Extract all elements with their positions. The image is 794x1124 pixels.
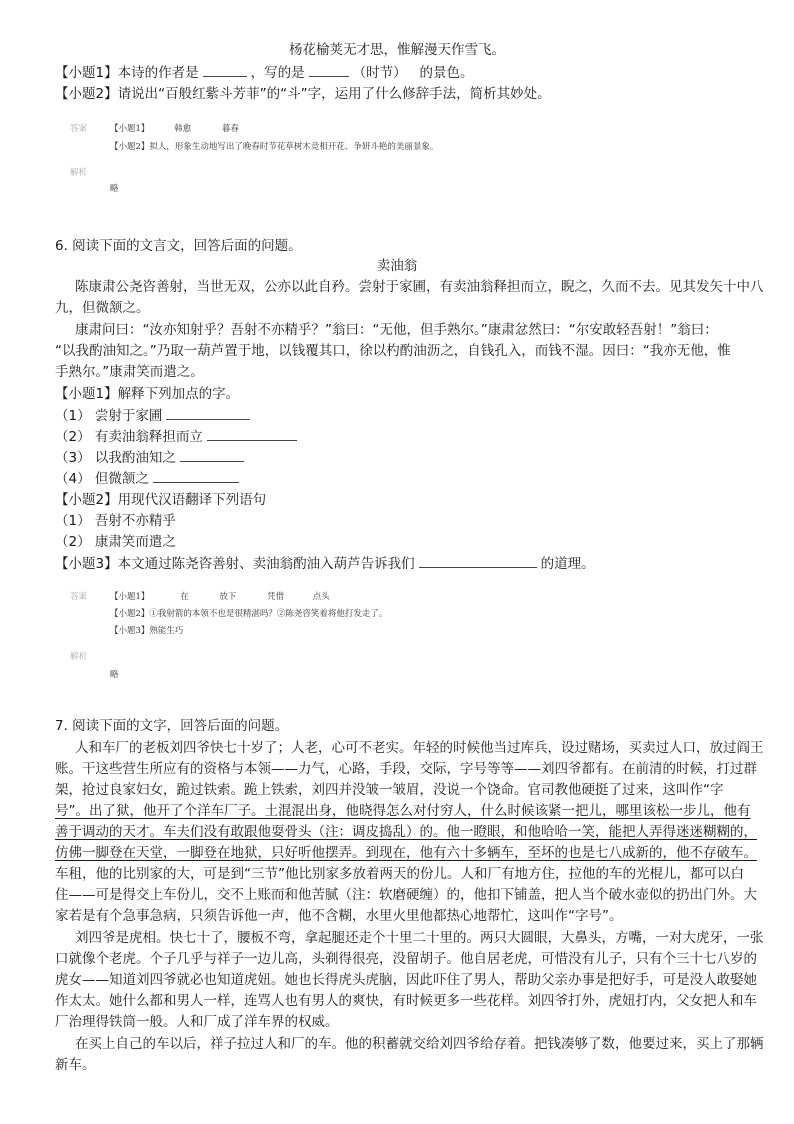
q6-item-1-blank[interactable] — [166, 405, 250, 420]
q6-paragraph-1-line-2: 九，但微颔之。 — [55, 300, 150, 316]
q5-sub1-text-b: ，写的是 — [250, 65, 305, 81]
q5-sub1-text-a: 【小题1】本诗的作者是 — [55, 65, 199, 81]
q7-line: 刘四爷是虎相。快七十了，腰板不弯，拿起腿还走个十里二十里的。两只大圆眼，大鼻头，方嘴，一对大虎牙，一张 — [75, 930, 764, 946]
q6-item-3-blank[interactable] — [180, 447, 244, 462]
q6-translate-2: （2） 康肃笑而遣之 — [55, 534, 176, 550]
q7-line-underlined: 善于调动的天才。车夫们没有敢跟他耍骨头（注：调皮捣乱）的。他一瞪眼，和他哈哈一笑，能把人弄得迷迷糊糊的， — [55, 824, 757, 840]
q7-line: 账。干这些营生所应有的资格与本领——力气，心路，手段，交际，字号等等——刘四爷都有。在前清的时候，打过群 — [55, 761, 757, 777]
q6-item-2-blank[interactable] — [207, 426, 297, 441]
q5-ans1-season: 暮春 — [221, 124, 239, 134]
q6-paragraph-1-line-1: 陈康肃公尧咨善射，当世无双，公亦以此自矜。尝射于家圃，有卖油翁释担而立，睨之，久而不去。见其发矢十中八 — [75, 279, 764, 295]
q6-ans1-label: 【小题1】 — [110, 592, 150, 602]
q7-line: 车租，他的比别家的大，可是到“三节”他比别家多放着两天的份儿。人和厂有地方住，拉他的车的光棍儿，都可以白 — [55, 866, 744, 882]
q5-analysis: 略 — [110, 184, 119, 194]
q6-ans1-v1: 在 — [180, 592, 189, 602]
q5-answer-tag: 答案 — [70, 124, 88, 134]
q6-heading: 6. 阅读下面的文言文，回答后面的问题。 — [55, 238, 302, 254]
q6-sub3-text-b: 的道理。 — [540, 556, 595, 572]
q5-blank-author[interactable] — [203, 62, 247, 77]
q5-subquestion-1 — [55, 62, 473, 83]
q6-item-4-blank[interactable] — [153, 468, 239, 483]
q7-line-underlined: 号”。出了狱，他开了个洋车厂子。土混混出身，他晓得怎么对付穷人，什么时候该紧一把儿，哪里该松一步儿，他有 — [55, 803, 751, 819]
q6-item-4-text: （4） 但微颔之 — [55, 471, 149, 487]
q5-subquestion-2: 【小题2】请说出“百般红紫斗芳菲”的“斗”字，运用了什么修辞手法，简析其妙处。 — [55, 86, 551, 102]
q7-line: 虎女——知道刘四爷就必也知道虎妞。她也长得虎头虎脑，因此吓住了男人，帮助父亲办事是把好手，可是没人敢娶她 — [55, 972, 757, 988]
q6-paragraph-2-line-3: 手熟尔。”康肃笑而遣之。 — [55, 364, 204, 380]
q7-line: 口就像个老虎。个子几乎与祥子一边儿高，头剃得很亮，没留胡子。他自居老虎，可惜没有儿子，只有个三十七八岁的 — [55, 951, 757, 967]
q5-answer-2: 【小题2】拟人，形象生动地写出了晚春时节花草树木竞相开花、争妍斗艳的美丽景象。 — [110, 142, 439, 152]
q6-paragraph-2-line-1: 康肃问曰：“汝亦知射乎？吾射不亦精乎？”翁曰：“无他，但手熟尔。”康肃忿然曰：“尔安敢轻吾射！”翁曰： — [75, 322, 718, 338]
q6-answer-3: 【小题3】熟能生巧 — [110, 626, 184, 636]
q5-ans1-label: 【小题1】 — [110, 124, 150, 134]
q6-item-2-text: （2） 有卖油翁释担而立 — [55, 429, 203, 445]
q7-line: 人和车厂的老板刘四爷快七十岁了；人老，心可不老实。年轻的时候他当过库兵，设过赌场，买卖过人口，放过阎王 — [75, 740, 764, 756]
poem-line: 杨花榆荚无才思，惟解漫天作雪飞。 — [289, 42, 505, 58]
q6-subquestion-3 — [55, 553, 595, 574]
q6-item-1 — [55, 405, 254, 426]
q7-line: 在买上自己的车以后，祥子拉过人和厂的车。他的积蓄就交给刘四爷给存着。把钱凑够了数，他要过来，买上了那辆 — [75, 1036, 764, 1052]
q5-ans1-author: 韩愈 — [174, 124, 192, 134]
q5-sub1-text-d: 的景色。 — [419, 65, 474, 81]
q6-item-4 — [55, 468, 243, 489]
q7-line: 厂治理得铁筒一般。人和厂成了洋车界的权威。 — [55, 1014, 339, 1030]
q6-answer-1 — [110, 590, 330, 602]
q6-subquestion-1: 【小题1】解释下列加点的字。 — [55, 386, 240, 402]
q6-subquestion-2: 【小题2】用现代汉语翻译下列语句 — [55, 492, 267, 508]
q7-line: 住——可是得交上车份儿，交不上账而和他苦腻（注：软磨硬缠）的，他扣下铺盖，把人当个破水壶似的扔出门外。大 — [55, 887, 757, 903]
q6-answer-tag: 答案 — [70, 592, 88, 602]
q6-sub3-blank[interactable] — [419, 553, 537, 568]
q6-ans1-v2: 放下 — [219, 592, 237, 602]
q6-item-3-text: （3） 以我酌油知之 — [55, 450, 176, 466]
q6-item-2 — [55, 426, 301, 447]
q6-sub3-text-a: 【小题3】本文通过陈尧咨善射、卖油翁酌油入葫芦告诉我们 — [55, 556, 415, 572]
q6-analysis-tag: 解析 — [70, 652, 88, 662]
q7-heading: 7. 阅读下面的文字，回答后面的问题。 — [55, 718, 289, 734]
q5-analysis-tag: 解析 — [70, 168, 88, 178]
q6-paragraph-2-line-2: “以我酌油知之。”乃取一葫芦置于地，以钱覆其口，徐以杓酌油沥之，自钱孔入，而钱不湿。因曰：“我亦无他，惟 — [55, 343, 731, 359]
q5-sub1-text-c: （时节） — [352, 65, 407, 81]
q7-line-underlined: 仿佛一脚登在天堂，一脚登在地狱，只好听他摆弄。到现在，他有六十多辆车，至坏的也是七八成新的，他不存破车。 — [55, 845, 757, 861]
q6-title: 卖油翁 — [376, 258, 418, 274]
q6-translate-1: （1） 吾射不亦精乎 — [55, 513, 176, 529]
q7-line: 作太太。她什么都和男人一样，连骂人也有男人的爽快，有时候更多一些花样。刘四爷打外，虎妞打内，父女把人和车 — [55, 993, 757, 1009]
q6-item-3 — [55, 447, 248, 468]
q7-line: 家若是有个急事急病，只须告诉他一声，他不含糊，水里火里他都热心地帮忙，这叫作“字号”。 — [55, 908, 623, 924]
q6-item-1-text: （1） 尝射于家圃 — [55, 408, 163, 424]
q6-ans1-v4: 点头 — [312, 592, 330, 602]
q5-blank-season[interactable] — [309, 62, 349, 77]
q6-analysis: 略 — [110, 670, 119, 680]
q6-ans1-v3: 凭借 — [267, 592, 285, 602]
q7-line: 新车。 — [55, 1057, 96, 1073]
q7-line: 架，抢过良家妇女，跪过铁索。跪上铁索，刘四并没皱一皱眉，没说一个饶命。官司教他硬挺了过来，这叫作“字 — [55, 782, 724, 798]
q6-answer-2: 【小题2】①我射箭的本领不也是很精湛吗？②陈尧咨笑着将他打发走了。 — [110, 609, 388, 619]
q5-answer-1 — [110, 122, 239, 134]
